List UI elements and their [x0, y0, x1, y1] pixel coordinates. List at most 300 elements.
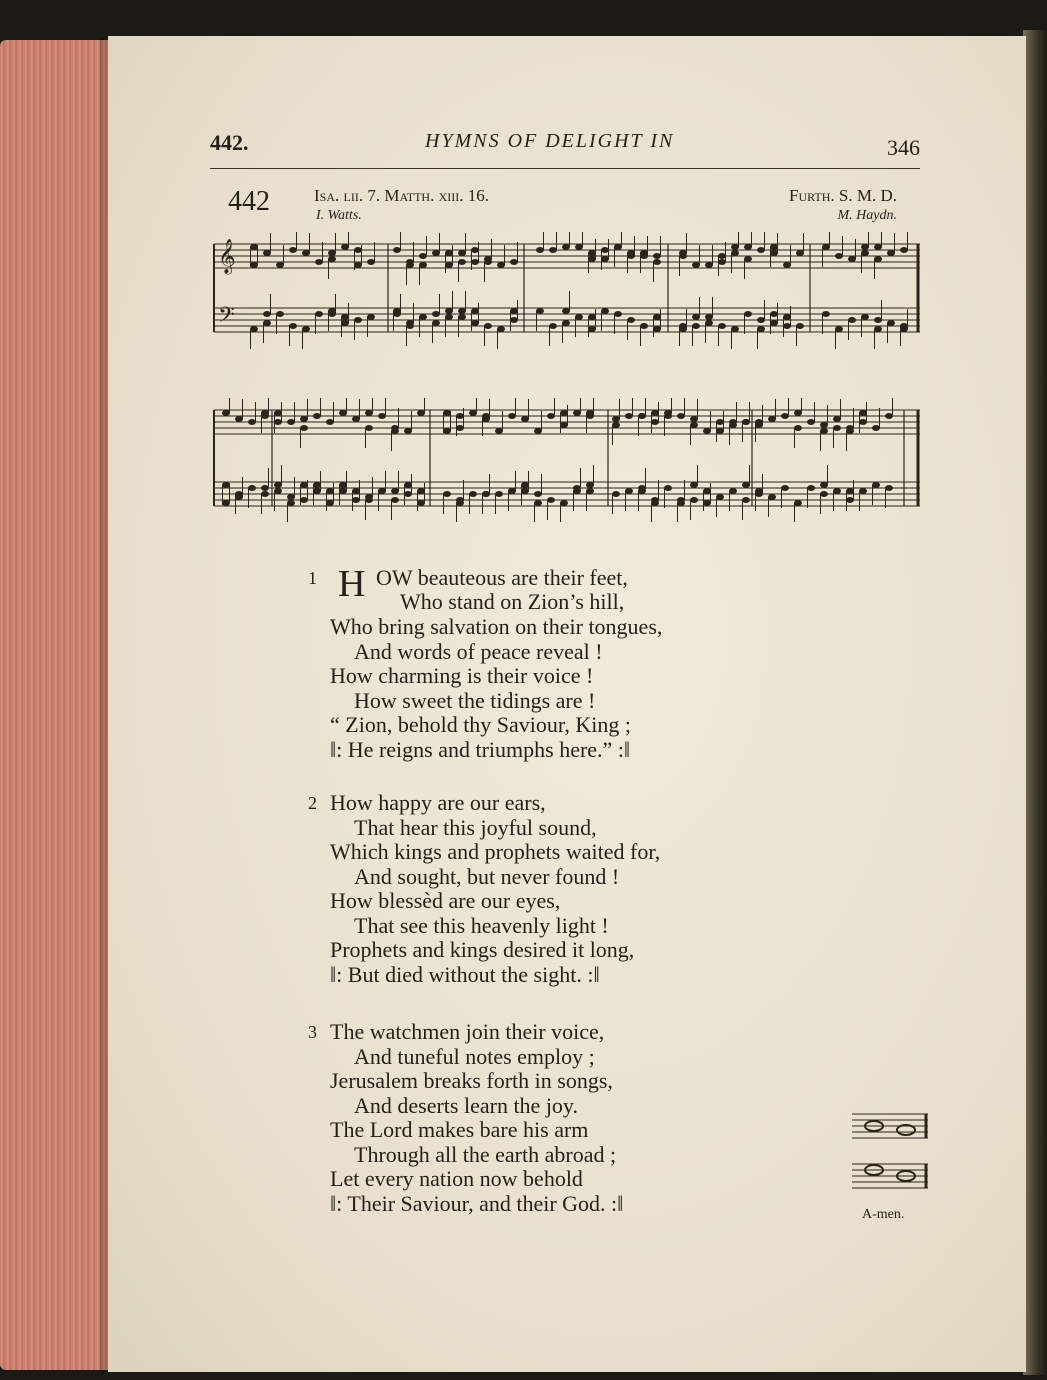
note-head	[326, 419, 334, 425]
note-head	[313, 413, 321, 419]
note-head	[690, 497, 698, 503]
note-head	[692, 262, 700, 268]
note-head	[367, 314, 375, 320]
verse-line: Who bring salvation on their tongues,	[330, 614, 663, 639]
note-head	[731, 244, 739, 250]
note-head	[300, 497, 308, 503]
note-head	[443, 491, 451, 497]
note-head	[458, 308, 466, 314]
amen-score	[850, 1108, 932, 1204]
note-head	[690, 482, 698, 488]
verse-line: ‖: But died without the sight. :‖	[330, 961, 600, 987]
verse-line: Through all the earth abroad ;	[354, 1141, 617, 1167]
note-head	[653, 259, 661, 265]
note-head	[432, 311, 440, 317]
note-head	[835, 253, 843, 259]
note-head	[820, 491, 828, 497]
note-head	[846, 428, 854, 434]
note-head	[417, 410, 425, 416]
note-head	[274, 488, 282, 494]
note-head	[588, 314, 596, 320]
note-head	[547, 413, 555, 419]
note-head	[549, 247, 557, 253]
note-head	[651, 419, 659, 425]
note-head	[287, 494, 295, 500]
note-head	[495, 428, 503, 434]
note-head	[352, 488, 360, 494]
scripture-reference: Isa. lii. 7. Matth. xiii. 16.	[314, 186, 490, 205]
header-title: HYMNS OF DELIGHT IN	[425, 130, 675, 152]
note-head	[289, 323, 297, 329]
note-head	[586, 410, 594, 416]
note-head	[794, 410, 802, 416]
note-head	[703, 488, 711, 494]
note-head	[770, 250, 778, 256]
page-number: 346	[887, 135, 920, 160]
note-head	[757, 326, 765, 332]
note-head	[757, 317, 765, 323]
note-head	[521, 416, 529, 422]
note-head	[510, 317, 518, 323]
verse-line: The Lord makes bare his arm	[330, 1117, 589, 1142]
verse-line: And tuneful notes employ ;	[354, 1043, 595, 1069]
note-head	[443, 428, 451, 434]
note-head	[677, 413, 685, 419]
note-head	[482, 491, 490, 497]
hymn-number: 442	[228, 186, 270, 217]
note-head	[326, 500, 334, 506]
music-score-1	[212, 232, 922, 350]
note-head	[339, 488, 347, 494]
note-head	[328, 250, 336, 256]
note-head	[833, 425, 841, 431]
note-head	[588, 256, 596, 262]
note-head	[471, 320, 479, 326]
note-head	[716, 494, 724, 500]
note-head	[536, 308, 544, 314]
note-head	[664, 413, 672, 419]
note-head	[549, 323, 557, 329]
verse-line: And words of peace reveal !	[354, 638, 603, 664]
note-head	[638, 485, 646, 491]
note-head	[861, 244, 869, 250]
note-head	[588, 326, 596, 332]
note-head	[575, 314, 583, 320]
note-head	[586, 488, 594, 494]
note-head	[742, 419, 750, 425]
header-rule	[210, 168, 920, 169]
verse-line: Who stand on Zion’s hill,	[400, 589, 625, 614]
verse-line: How happy are our ears,	[330, 790, 546, 815]
note-head	[575, 244, 583, 250]
note-head	[341, 320, 349, 326]
note-head	[276, 262, 284, 268]
note-head	[456, 413, 464, 419]
note-head	[677, 497, 685, 503]
note-head	[874, 256, 882, 262]
verse-line: The watchmen join their voice,	[330, 1019, 605, 1044]
note-head	[770, 311, 778, 317]
note-head	[261, 485, 269, 491]
note-head	[560, 500, 568, 506]
note-head	[612, 416, 620, 422]
verse-3	[308, 1019, 624, 1216]
note-head	[833, 488, 841, 494]
verse-line: Let every nation now behold	[330, 1166, 583, 1191]
note-head	[510, 259, 518, 265]
note-head	[562, 320, 570, 326]
note-head	[731, 326, 739, 332]
note-head	[692, 314, 700, 320]
note-head	[807, 485, 815, 491]
note-head	[339, 410, 347, 416]
verse-line: That hear this joyful sound,	[354, 814, 597, 840]
note-head	[560, 410, 568, 416]
note-head	[885, 485, 893, 491]
note-head	[534, 500, 542, 506]
note-head	[690, 416, 698, 422]
note-head	[679, 326, 687, 332]
verse-number: 2	[308, 793, 317, 813]
amen-music	[850, 1108, 932, 1209]
verse-line: Prophets and kings desired it long,	[330, 937, 635, 962]
note-head	[586, 482, 594, 488]
note-head	[625, 413, 633, 419]
amen-label: A-men.	[862, 1207, 905, 1222]
verse-line: And sought, but never found !	[354, 863, 620, 889]
note-head	[443, 410, 451, 416]
note-head	[846, 497, 854, 503]
note-head	[354, 247, 362, 253]
page-edges	[0, 40, 112, 1370]
note-head	[378, 488, 386, 494]
note-head	[601, 247, 609, 253]
note-head	[261, 491, 269, 497]
note-head	[508, 488, 516, 494]
note-head	[742, 497, 750, 503]
note-head	[846, 488, 854, 494]
note-head	[534, 428, 542, 434]
note-head	[471, 247, 479, 253]
note-head	[497, 262, 505, 268]
verse-number: 3	[308, 1022, 317, 1042]
note-head	[640, 323, 648, 329]
note-head	[471, 259, 479, 265]
note-head	[859, 488, 867, 494]
drop-cap: H	[338, 563, 366, 605]
note-head	[313, 488, 321, 494]
note-head	[822, 244, 830, 250]
note-head	[248, 485, 256, 491]
note-head	[510, 308, 518, 314]
note-head	[859, 419, 867, 425]
note-head	[794, 425, 802, 431]
note-head	[705, 262, 713, 268]
note-head	[222, 482, 230, 488]
note-head	[521, 488, 529, 494]
note-head	[328, 256, 336, 262]
note-head	[770, 244, 778, 250]
verse-line: OW beauteous are their feet,	[376, 565, 628, 590]
note-head	[287, 419, 295, 425]
note-head	[432, 320, 440, 326]
note-head	[458, 250, 466, 256]
verse-1	[308, 563, 663, 762]
note-head	[729, 422, 737, 428]
note-head	[573, 485, 581, 491]
note-head	[651, 497, 659, 503]
note-head	[718, 259, 726, 265]
note-head	[328, 311, 336, 317]
note-head	[521, 482, 529, 488]
note-head	[744, 256, 752, 262]
note-head	[495, 491, 503, 497]
note-head	[235, 494, 243, 500]
note-head	[315, 311, 323, 317]
note-head	[261, 410, 269, 416]
note-head	[848, 317, 856, 323]
note-head	[755, 419, 763, 425]
note-head	[690, 422, 698, 428]
note-head	[445, 262, 453, 268]
note-head	[653, 314, 661, 320]
note-head	[718, 323, 726, 329]
note-head	[352, 416, 360, 422]
note-head	[417, 500, 425, 506]
running-header	[210, 130, 920, 170]
note-head	[287, 500, 295, 506]
note-head	[365, 410, 373, 416]
note-head	[744, 311, 752, 317]
note-head	[404, 428, 412, 434]
note-head	[874, 244, 882, 250]
note-head	[562, 308, 570, 314]
note-head	[482, 413, 490, 419]
verse-line: Which kings and prophets waited for,	[330, 839, 661, 864]
note-head	[822, 311, 830, 317]
note-head	[300, 482, 308, 488]
note-head	[469, 410, 477, 416]
note-head	[445, 314, 453, 320]
note-head	[742, 482, 750, 488]
note-head	[263, 311, 271, 317]
tune-name: Furth. S. M. D.	[789, 186, 897, 205]
bass-clef-icon: 𝄢	[218, 303, 235, 333]
note-head	[235, 416, 243, 422]
note-head	[705, 320, 713, 326]
note-head	[367, 259, 375, 265]
note-head	[484, 323, 492, 329]
note-head	[651, 410, 659, 416]
note-head	[365, 494, 373, 500]
note-head	[612, 422, 620, 428]
note-head	[796, 250, 804, 256]
note-head	[796, 323, 804, 329]
note-head	[391, 497, 399, 503]
note-head	[588, 250, 596, 256]
note-head	[250, 262, 258, 268]
note-head	[250, 244, 258, 250]
note-head	[248, 419, 256, 425]
note-head	[757, 247, 765, 253]
note-head	[705, 314, 713, 320]
note-head	[432, 250, 440, 256]
verse-opening	[330, 563, 662, 615]
note-head	[313, 482, 321, 488]
note-head	[326, 488, 334, 494]
note-head	[250, 326, 258, 332]
note-head	[263, 320, 271, 326]
note-head	[534, 491, 542, 497]
note-head	[573, 410, 581, 416]
note-head	[614, 311, 622, 317]
note-head	[872, 425, 880, 431]
note-head	[536, 247, 544, 253]
verse-line: How charming is their voice !	[330, 663, 594, 688]
note-head	[703, 428, 711, 434]
verse-line: How sweet the tidings are !	[354, 687, 596, 713]
note-head	[458, 314, 466, 320]
note-head	[339, 482, 347, 488]
note-head	[627, 317, 635, 323]
note-head	[289, 247, 297, 253]
note-head	[783, 262, 791, 268]
note-head	[406, 320, 414, 326]
note-head	[419, 253, 427, 259]
note-head	[458, 259, 466, 265]
note-head	[755, 491, 763, 497]
note-head	[718, 253, 726, 259]
note-head	[612, 491, 620, 497]
note-head	[365, 425, 373, 431]
note-head	[900, 326, 908, 332]
note-head	[820, 428, 828, 434]
note-head	[716, 419, 724, 425]
note-head	[716, 428, 724, 434]
note-head	[341, 244, 349, 250]
verse-line: Jerusalem breaks forth in songs,	[330, 1068, 613, 1093]
note-head	[807, 419, 815, 425]
note-head	[445, 308, 453, 314]
verse-line: “ Zion, behold thy Saviour, King ;	[330, 712, 631, 737]
note-head	[419, 262, 427, 268]
note-head	[274, 419, 282, 425]
note-head	[404, 491, 412, 497]
note-head	[354, 317, 362, 323]
note-head	[393, 311, 401, 317]
note-head	[664, 485, 672, 491]
music-score-2	[212, 398, 922, 522]
note-head	[456, 497, 464, 503]
verse-number: 1	[308, 568, 317, 588]
note-head	[508, 413, 516, 419]
note-head	[302, 250, 310, 256]
header-hymn-number: 442.	[210, 130, 249, 155]
note-head	[731, 250, 739, 256]
note-head	[562, 244, 570, 250]
note-head	[900, 247, 908, 253]
verse-line: And deserts learn the joy.	[354, 1092, 579, 1118]
note-head	[393, 247, 401, 253]
note-head	[679, 253, 687, 259]
note-head	[887, 320, 895, 326]
note-head	[497, 326, 505, 332]
note-head	[601, 308, 609, 314]
note-head	[300, 425, 308, 431]
note-head	[274, 410, 282, 416]
note-head	[692, 323, 700, 329]
note-head	[833, 416, 841, 422]
note-head	[768, 494, 776, 500]
note-head	[887, 250, 895, 256]
note-head	[263, 250, 271, 256]
note-head	[781, 485, 789, 491]
note-head	[341, 314, 349, 320]
music-system-1	[212, 232, 922, 350]
note-head	[456, 425, 464, 431]
note-head	[391, 428, 399, 434]
note-head	[653, 326, 661, 332]
note-head	[406, 262, 414, 268]
note-head	[781, 413, 789, 419]
note-head	[703, 500, 711, 506]
note-head	[627, 250, 635, 256]
note-head	[861, 250, 869, 256]
note-head	[471, 308, 479, 314]
verse-line: That see this heavenly light !	[354, 912, 609, 938]
note-head	[848, 256, 856, 262]
note-head	[614, 244, 622, 250]
note-head	[770, 320, 778, 326]
verse-2	[308, 790, 661, 987]
note-head	[625, 488, 633, 494]
note-head	[378, 413, 386, 419]
note-head	[391, 488, 399, 494]
note-head	[874, 317, 882, 323]
note-head	[274, 482, 282, 488]
note-head	[354, 262, 362, 268]
note-head	[484, 259, 492, 265]
note-head	[601, 256, 609, 262]
author: I. Watts.	[316, 208, 362, 223]
note-head	[469, 491, 477, 497]
note-head	[744, 244, 752, 250]
note-head	[885, 413, 893, 419]
note-head	[872, 482, 880, 488]
note-head	[300, 416, 308, 422]
composer: M. Haydn.	[837, 208, 897, 223]
note-head	[638, 413, 646, 419]
note-head	[404, 482, 412, 488]
verse-line: ‖: Their Saviour, and their God. :‖	[330, 1190, 624, 1216]
note-head	[729, 488, 737, 494]
note-head	[445, 250, 453, 256]
note-head	[653, 253, 661, 259]
note-head	[315, 259, 323, 265]
note-head	[874, 326, 882, 332]
note-head	[352, 497, 360, 503]
note-head	[640, 250, 648, 256]
note-head	[820, 482, 828, 488]
note-head	[417, 488, 425, 494]
note-head	[783, 314, 791, 320]
note-head	[419, 314, 427, 320]
verse-line: ‖: He reigns and triumphs here.” :‖	[330, 736, 631, 762]
note-head	[794, 500, 802, 506]
note-head	[222, 500, 230, 506]
book-spine-edge	[1023, 30, 1047, 1375]
music-system-2	[212, 398, 922, 522]
